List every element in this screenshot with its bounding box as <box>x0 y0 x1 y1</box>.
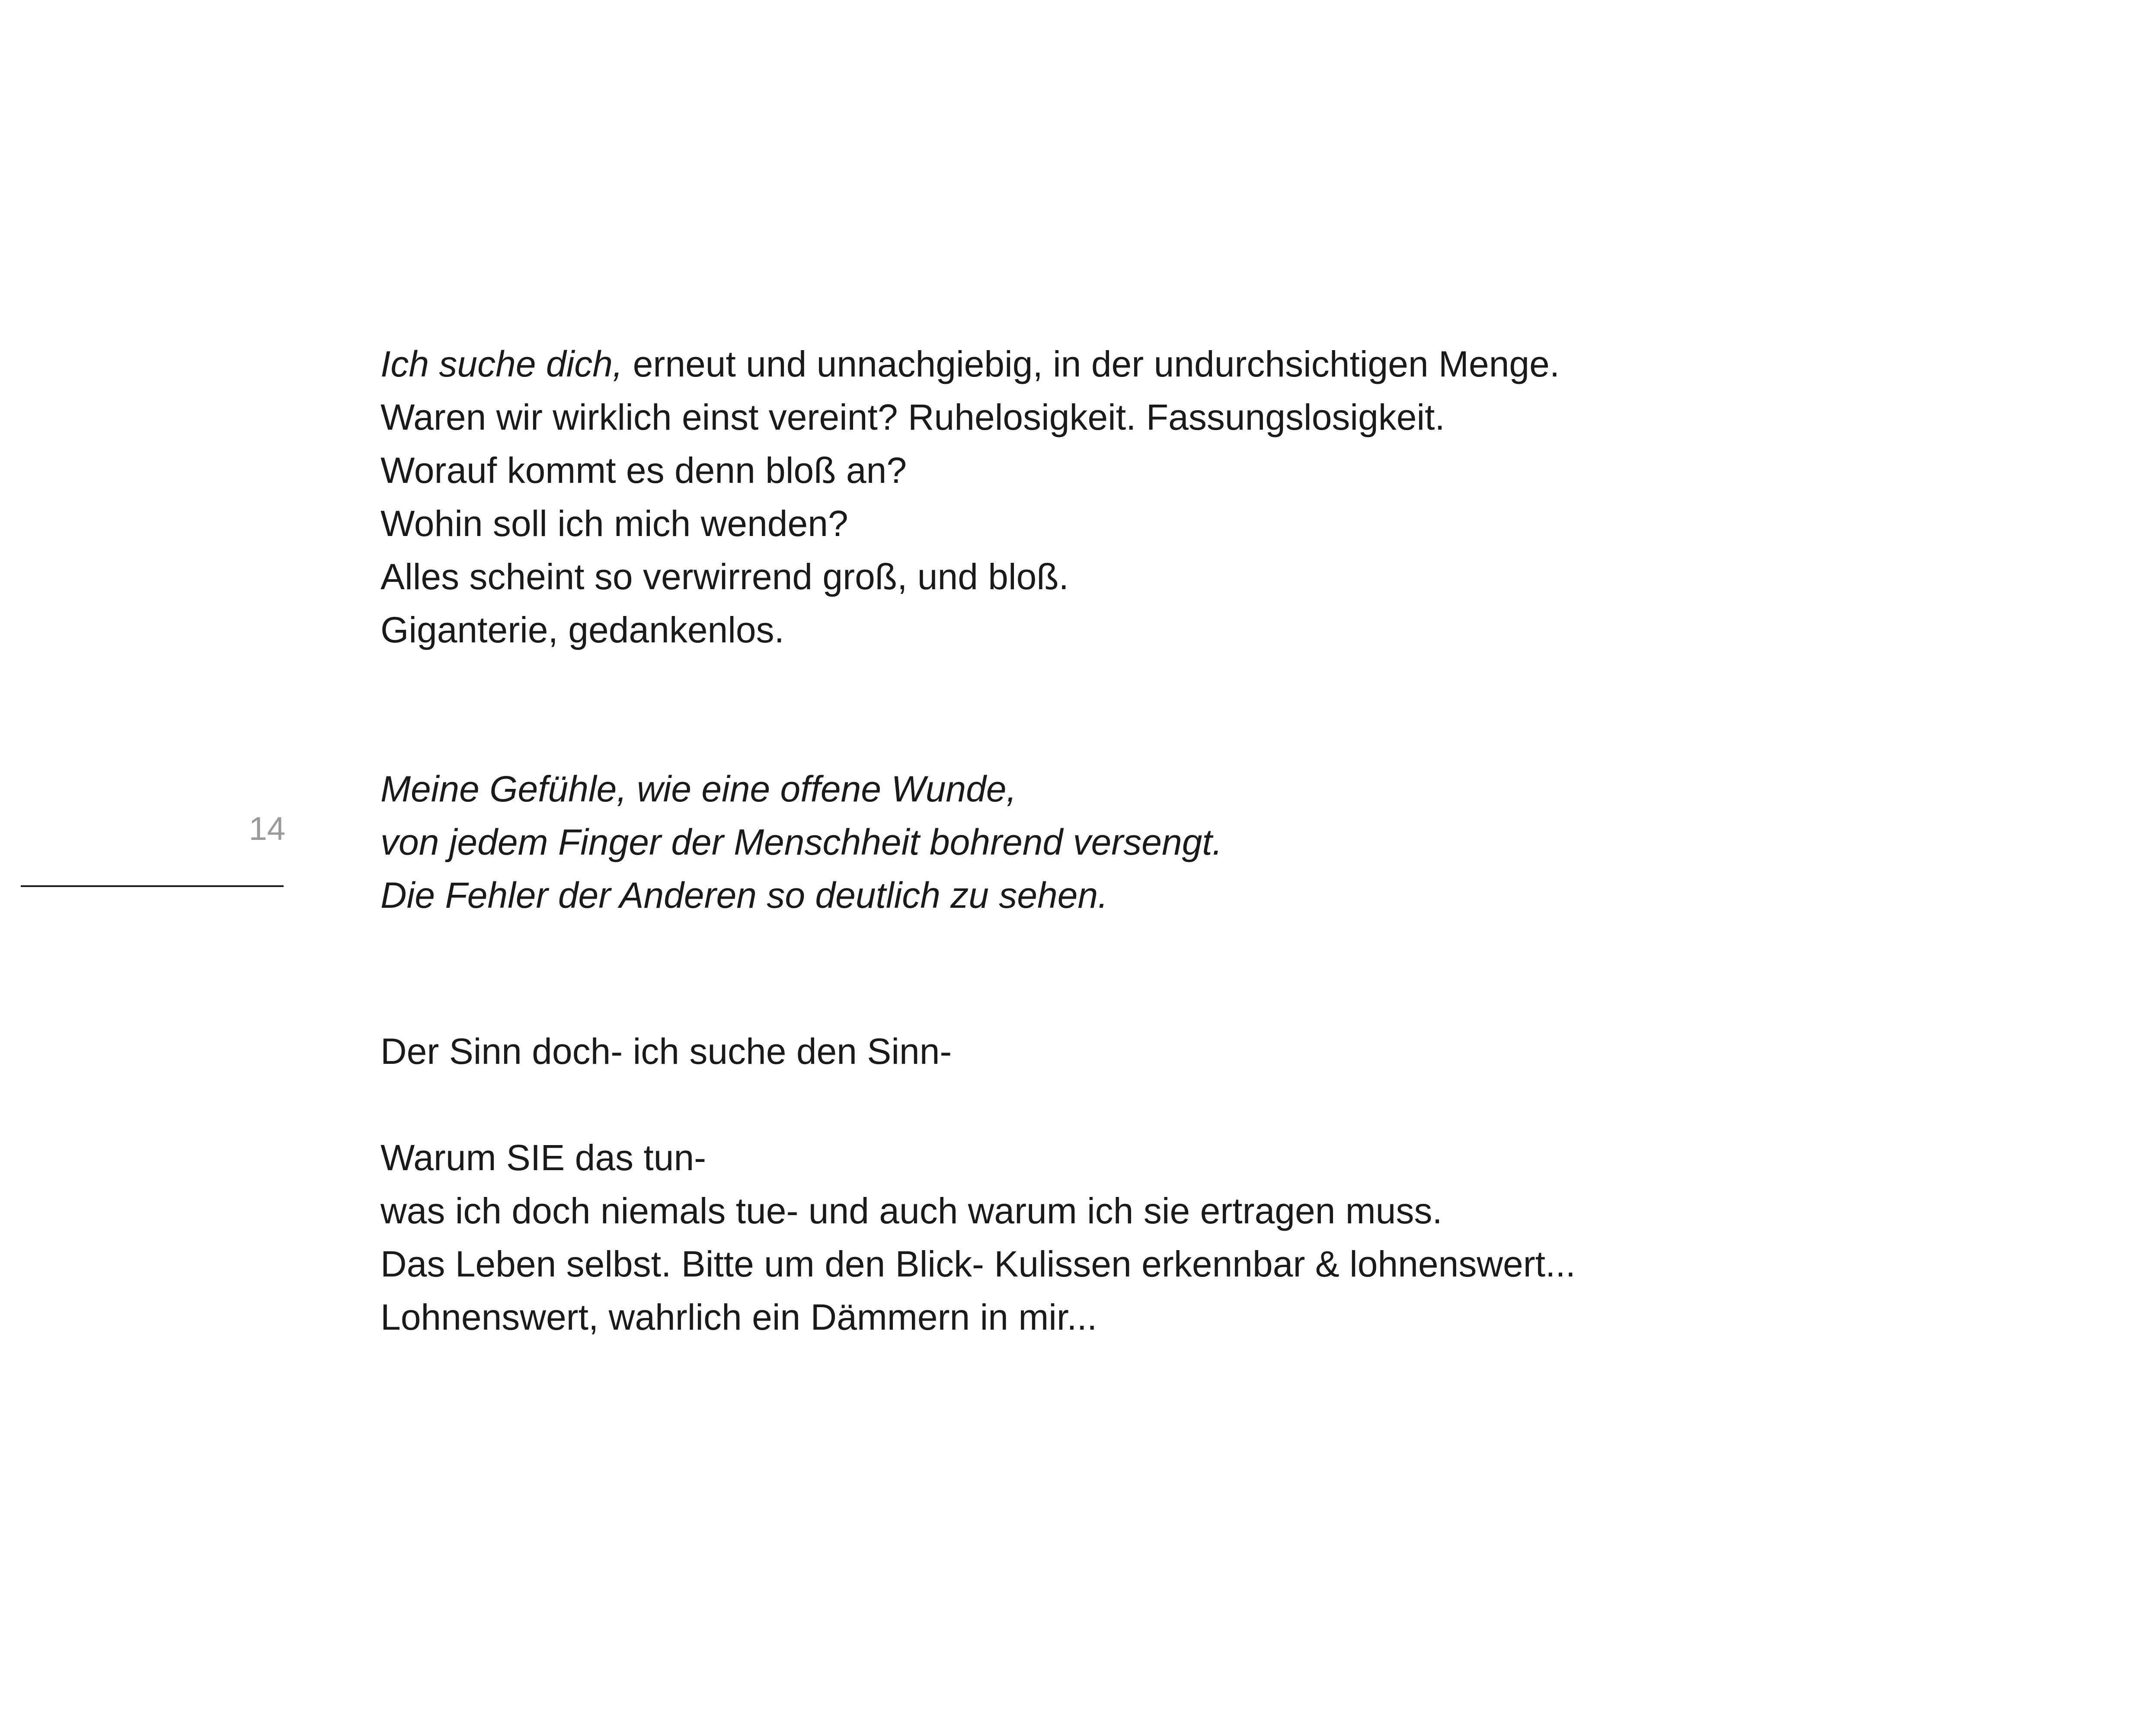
poem-line: Alles scheint so verwirrend groß, und bloß. <box>380 556 1069 597</box>
poem-line: Die Fehler der Anderen so deutlich zu sehen. <box>380 875 1108 916</box>
stanza-3 <box>380 1025 952 1078</box>
poem-line: von jedem Finger der Menschheit bohrend versengt. <box>380 822 1223 862</box>
poem-line: Meine Gefühle, wie eine offene Wunde, <box>380 769 1017 809</box>
stanza-2 <box>380 763 1222 922</box>
poem-line: Wohin soll ich mich wenden? <box>380 503 848 544</box>
poem-line: Der Sinn doch- ich suche den Sinn- <box>380 1031 952 1072</box>
poem-line-rest: erneut und unnachgiebig, in der undurchsichtigen Menge. <box>623 344 1560 384</box>
stanza-1 <box>380 338 1560 657</box>
poem-line-italic-opening: Ich suche dich, <box>380 344 623 384</box>
poem-line <box>380 338 1560 391</box>
poem-line: Das Leben selbst. Bitte um den Blick- Kulissen erkennbar & lohnenswert... <box>380 1244 1576 1284</box>
page-number-rule <box>21 885 284 887</box>
stanza-4 <box>380 1131 1576 1344</box>
poem-line: Giganterie, gedankenlos. <box>380 610 784 650</box>
poem-line: was ich doch niemals tue- und auch warum ich sie ertragen muss. <box>380 1190 1442 1231</box>
poem-line: Lohnenswert, wahrlich ein Dämmern in mir... <box>380 1297 1097 1337</box>
page-number: 14 <box>249 811 285 847</box>
poem-line: Warum SIE das tun- <box>380 1137 706 1178</box>
poem-line: Worauf kommt es denn bloß an? <box>380 450 907 491</box>
poem-line: Waren wir wirklich einst vereint? Ruhelosigkeit. Fassungslosigkeit. <box>380 397 1445 437</box>
